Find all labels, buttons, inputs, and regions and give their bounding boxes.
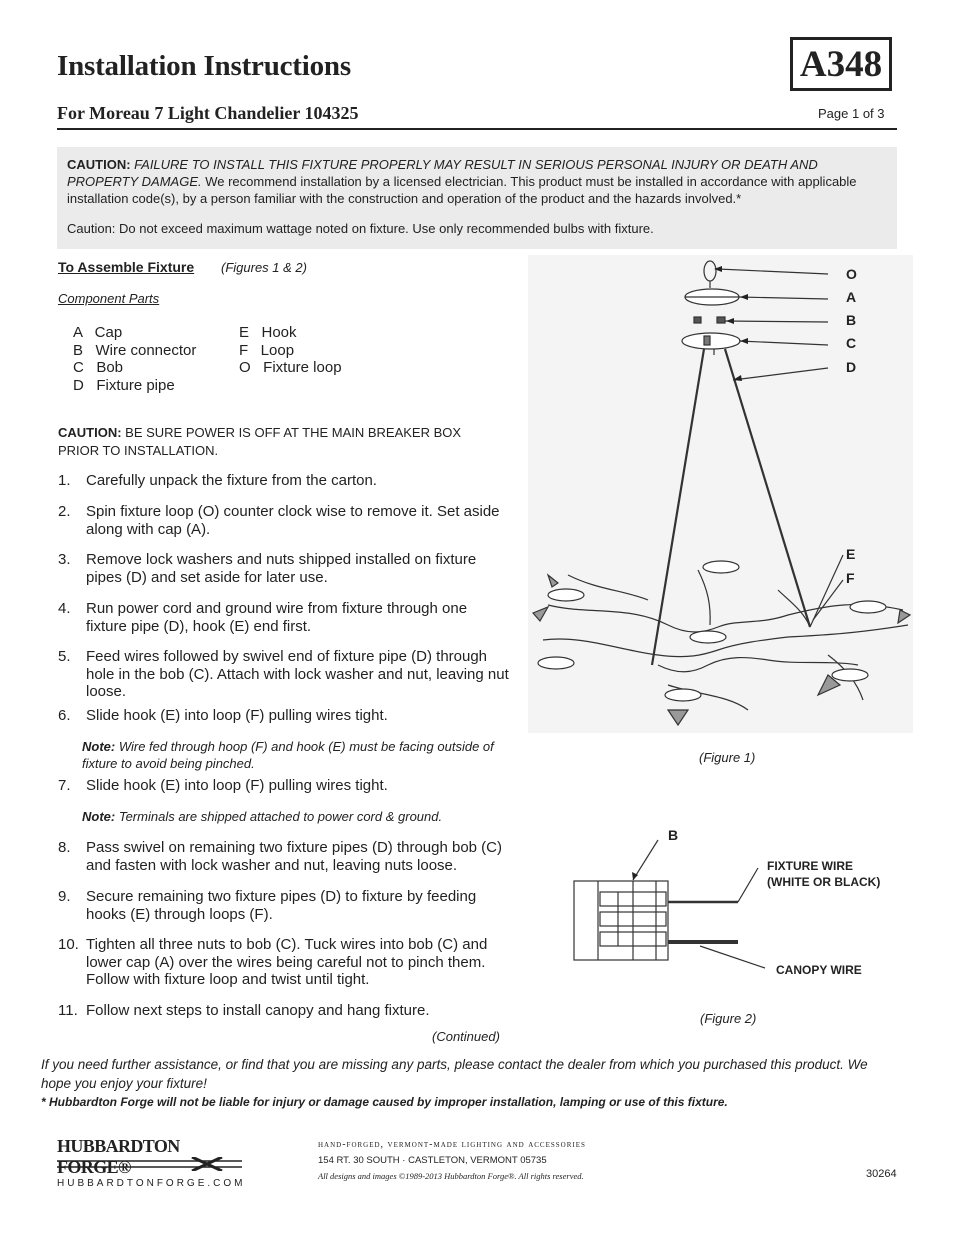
caution-warning: FAILURE TO INSTALL THIS FIXTURE PROPERLY MAY RESULT IN SERIOUS PERSONAL INJURY OR DEATH AND PROPERTY DAMAGE. [67,157,818,189]
brand-url: HUBBARDTONFORGE.COM [57,1178,246,1189]
tagline: hand-forged, vermont-made lighting and accessories [318,1139,586,1150]
step-1: 1. Carefully unpack the fixture from the carton. [58,472,377,489]
list-item: A Cap [73,324,123,341]
figure-1-caption: (Figure 1) [699,750,756,765]
list-item: E Hook [239,324,297,341]
caution-text: We recommend installation by a licensed electrician. This product must be installed in accordance with applicable installation code(s), by a person familiar with the construction and operation of the product and the hazards involved.* [67,174,857,206]
step-2: 2. Spin fixture loop (O) counter clock wise to remove it. Set aside along with cap (A). [58,503,500,538]
assistance-note: If you need further assistance, or find that you are missing any parts, please contact the dealer from which you purchased this product. We hope you enjoy your fixture! [41,1057,868,1091]
copyright: All designs and images ©1989-2013 Hubbardton Forge®. All rights reserved. [318,1171,584,1181]
caution-wattage: Caution: Do not exceed maximum wattage noted on fixture. Use only recommended bulbs with fixture. [67,221,654,236]
fixture-loop-shape [704,261,716,281]
step-10: 10. Tighten all three nuts to bob (C). Tuck wires into bob (C) and lower cap (A) over the wires being careful not to pinch them. Follow with fixture loop and twist until tight. [58,936,488,988]
page-title: Installation Instructions [57,50,351,82]
caution-label: CAUTION: [67,157,131,172]
caution-box [57,147,897,249]
step-11: 11. Follow next steps to install canopy and hang fixture. [58,1002,430,1019]
liability-note: * Hubbardton Forge will not be liable for injury or damage caused by improper installation, lamping or use of this fixture. [41,1095,728,1109]
brand-logo-mark [57,1157,242,1171]
canopy-wire-label: CANOPY WIRE [776,963,862,977]
figure1-label-b: B [846,312,857,328]
step-6: 6. Slide hook (E) into loop (F) pulling wires tight. [58,707,388,724]
power-caution-text: BE SURE POWER IS OFF AT THE MAIN BREAKER BOX PRIOR TO INSTALLATION. [58,425,462,458]
step-7: 7. Slide hook (E) into loop (F) pulling wires tight. [58,777,388,794]
brand-logo: HUBBARDTON FORGE® [57,1136,180,1177]
figure-2-caption: (Figure 2) [700,1011,757,1026]
step-9: 9. Secure remaining two fixture pipes (D) to fixture by feeding hooks (E) through loops (F). [58,888,477,923]
page-subtitle: For Moreau 7 Light Chandelier 104325 [57,103,359,123]
header-divider [57,128,897,130]
figure2-label-b: B [668,827,679,843]
address: 154 RT. 30 SOUTH · CASTLETON, VERMONT 05735 [318,1155,547,1166]
step-8: 8. Pass swivel on remaining two fixture pipes (D) through bob (C) and fasten with lock washer and nut, leaving nuts loose. [58,839,503,874]
note-wire-facing: Note: Wire fed through hoop (F) and hook (E) must be facing outside of fixture to avoid being pinched. [82,739,494,771]
continued-label: (Continued) [432,1029,500,1044]
step-3: 3. Remove lock washers and nuts shipped installed on fixture pipes (D) and set aside for later use. [58,551,477,586]
step-4: 4. Run power cord and ground wire from fixture through one fixture pipe (D), hook (E) end first. [58,600,468,635]
parts-list-left [73,324,196,394]
component-parts-title: Component Parts [58,291,160,306]
section-title: To Assemble Fixture [58,259,195,275]
figure1-label-e: E [846,546,856,562]
document-code: A348 [790,37,892,91]
figure1-label-d: D [846,359,857,375]
power-caution-label: CAUTION: [58,425,122,440]
list-item: C Bob [73,359,124,376]
figure1-label-o: O [846,266,857,282]
section-figure-ref: (Figures 1 & 2) [221,260,307,275]
caution-paragraph [67,156,887,207]
parts-list-right [239,324,342,377]
list-item: O Fixture loop [239,359,342,376]
list-item: F Loop [239,341,295,359]
document-number: 30264 [866,1168,897,1180]
list-item: D Fixture pipe [73,376,175,394]
list-item: B Wire connector [73,341,197,359]
page-number: Page 1 of 3 [818,106,885,121]
fixture-wire-label: FIXTURE WIRE (WHITE OR BLACK) [767,859,881,889]
figure1-label-c: C [846,335,857,351]
note-terminals: Note: Terminals are shipped attached to power cord & ground. [82,809,443,824]
step-5: 5. Feed wires followed by swivel end of fixture pipe (D) through hole in the bob (C). Attach with lock washer and nut, leaving nut loose. [58,648,509,700]
figure1-label-a: A [846,289,857,305]
figure1-label-f: F [846,570,855,586]
power-caution [58,424,498,460]
